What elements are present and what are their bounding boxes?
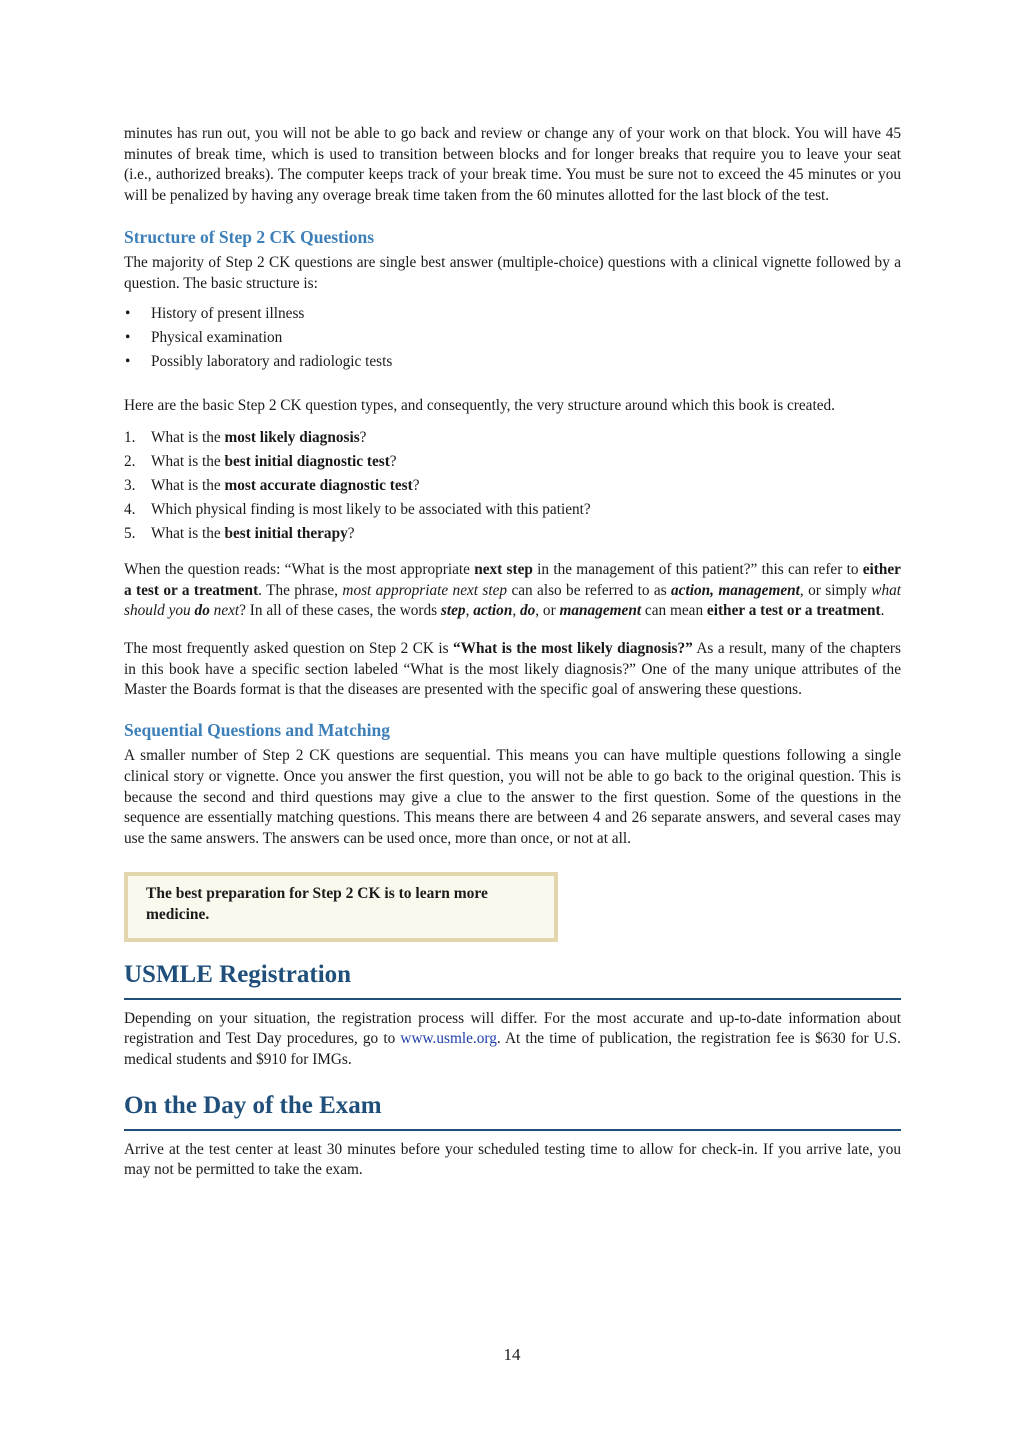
structure-paragraph: The majority of Step 2 CK questions are single best answer (multiple-choice) questions with a clinical vignette followed by a question. The basic structure is:	[124, 253, 901, 292]
italic-run: next	[209, 602, 240, 620]
question-punct: ?	[359, 428, 367, 446]
question-text: What is the	[151, 476, 225, 494]
question-emphasis: best initial diagnostic test	[224, 452, 390, 470]
italic-run: most appropriate next step	[342, 581, 508, 599]
structure-heading: Structure of Step 2 CK Questions	[124, 226, 375, 247]
intro-paragraph: minutes has run out, you will not be able to go back and review or change any of your work on that block. You will have 45 minutes of break time, which is used to transition between blocks and for longer breaks that require you to leave your seat (i.e., authorized breaks). The computer keeps track of your break time. You must be sure not to exceed the 45 minutes or you will be penalized by having any overage break time taken from the 60 minutes allotted for the last block of the test.	[124, 125, 901, 205]
question-punct: ?	[412, 476, 420, 494]
question-text: What is the	[151, 452, 225, 470]
question-type-list	[124, 426, 901, 546]
text-run: ? In all of these cases, the words	[239, 602, 441, 620]
question-emphasis: best initial therapy	[224, 524, 348, 542]
text-run: . At the time of publication, the registration fee is $630 for U.S. medical students and $910 for IMGs.	[124, 1030, 902, 1069]
text-run: in the management of this patient?” this can refer to	[532, 560, 863, 578]
bold-italic-run: management	[559, 602, 642, 620]
frequent-question-paragraph	[124, 639, 901, 701]
bold-italic-run: do	[519, 602, 536, 620]
bold-italic-run: action	[473, 602, 513, 620]
bold-run: next step	[474, 560, 533, 578]
bold-italic-run: action, management	[671, 581, 800, 599]
text-run: . The phrase,	[258, 581, 343, 599]
registration-heading: USMLE Registration	[124, 960, 901, 1000]
bullet-marker: •	[125, 329, 131, 347]
question-emphasis: most likely diagnosis	[224, 428, 360, 446]
text-run: can mean	[641, 602, 707, 620]
sequential-heading: Sequential Questions and Matching	[124, 720, 390, 741]
list-item	[124, 302, 901, 326]
list-number: 5.	[124, 524, 136, 542]
text-run: ,	[512, 602, 520, 620]
registration-paragraph	[124, 1009, 901, 1071]
italic-run: what should you	[124, 581, 902, 620]
sequential-paragraph: A smaller number of Step 2 CK questions are sequential. This means you can have multiple questions following a single clinical story or vignette. Once you answer the first question, you will not be able to go back to the original question. This is because the second and third questions may give a clue to the answer to the first question. Some of the questions in the sequence are essentially matching questions. This means there are between 4 and 26 separate answers, and several cases may use the same answers. The answers can be used once, more than once, or not at all.	[124, 747, 901, 847]
bold-italic-run: step	[440, 602, 466, 620]
text-run: , or	[535, 602, 560, 620]
text-run: .	[880, 602, 885, 620]
list-number: 3.	[124, 476, 136, 494]
list-number: 4.	[124, 500, 136, 518]
question-emphasis: most accurate diagnostic test	[224, 476, 413, 494]
exam-day-paragraph: Arrive at the test center at least 30 minutes before your scheduled testing time to allow for check-in. If you arrive late, you may not be permitted to take the exam.	[124, 1140, 901, 1179]
list-item-text: Physical examination	[151, 329, 283, 347]
list-item	[124, 474, 901, 498]
text-run: , or simply	[799, 581, 872, 599]
list-number: 2.	[124, 452, 136, 470]
exam-day-heading: On the Day of the Exam	[124, 1091, 901, 1131]
bullet-marker: •	[125, 353, 131, 371]
text-run: ,	[465, 602, 474, 620]
page-number: 14	[503, 1345, 521, 1364]
text-run: Depending on your situation, the registration process will differ. For the most accurate and up-to-date information about registration and Test Day procedures, go to	[124, 1009, 901, 1048]
bold-italic-run: do	[194, 602, 210, 620]
list-item	[124, 326, 901, 350]
bold-run: “What is the most likely diagnosis?”	[453, 640, 693, 658]
list-item	[124, 426, 901, 450]
question-text: Which physical finding is most likely to be associated with this patient?	[151, 500, 591, 518]
text-run: When the question reads: “What is the most appropriate	[124, 560, 475, 578]
bold-run: either a test or a treatment	[706, 602, 881, 620]
list-item	[124, 350, 901, 374]
list-item	[124, 522, 901, 546]
text-run: The most frequently asked question on Step 2 CK is	[124, 640, 454, 658]
next-step-paragraph	[124, 560, 901, 622]
callout-text: The best preparation for Step 2 CK is to learn more medicine.	[146, 884, 488, 923]
list-item-text: History of present illness	[151, 305, 305, 323]
text-run: can also be referred to as	[507, 581, 672, 599]
bullet-marker: •	[125, 305, 131, 323]
question-types-paragraph: Here are the basic Step 2 CK question types, and consequently, the very structure around which this book is created.	[124, 397, 835, 415]
question-text: What is the	[151, 524, 225, 542]
text-run: As a result, many of the chapters in this book have a specific section labeled “What is the most likely diagnosis?” One of the many unique attributes of the Master the Boards format is that the diseases are presented with the specific goal of answering these questions.	[124, 640, 901, 699]
usmle-link[interactable]: www.usmle.org	[400, 1030, 497, 1048]
callout-box	[124, 872, 558, 942]
list-item	[124, 498, 901, 522]
question-punct: ?	[347, 524, 355, 542]
question-punct: ?	[389, 452, 397, 470]
bold-run: either a test or a treatment	[124, 560, 901, 599]
question-text: What is the	[151, 428, 225, 446]
structure-bullet-list	[124, 302, 901, 374]
list-item-text: Possibly laboratory and radiologic tests	[151, 353, 393, 371]
page-content	[124, 124, 901, 1181]
list-number: 1.	[124, 428, 136, 446]
list-item	[124, 450, 901, 474]
